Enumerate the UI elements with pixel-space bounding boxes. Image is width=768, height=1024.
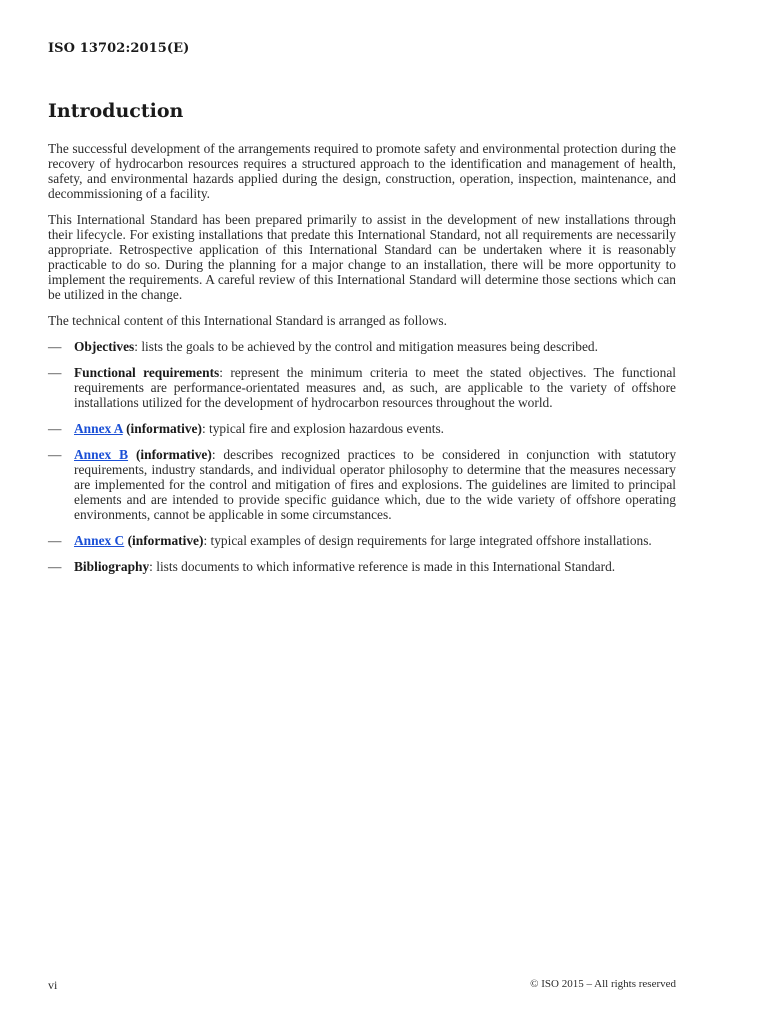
list-dash: —	[48, 559, 62, 574]
intro-paragraph-1: The successful development of the arrangements required to promote safety and environmental protection during the recovery of hydrocarbon resources requires a structured approach to the identification and management of health, safety, and environmental hazards applied during the design, construction, operation, inspection, maintenance, and decommissioning of a facility.	[48, 141, 676, 201]
annex-qualifier: (informative)	[122, 421, 202, 436]
list-item-annex-a	[48, 421, 676, 436]
list-dash: —	[48, 339, 62, 354]
list-item-objectives	[48, 339, 676, 354]
annex-b-link[interactable]: Annex B	[74, 447, 129, 462]
list-item-term: Bibliography	[74, 559, 150, 574]
section-body	[48, 141, 676, 585]
list-item-text: : represent the minimum criteria to meet the stated objectives. The functional requirements are performance-orientated measures and, as such, are applicable to the variety of offshore installations utilized for the development of hydrocarbon resources throughout the world.	[74, 365, 676, 410]
list-item-annex-c	[48, 533, 676, 548]
list-item-annex-b	[48, 447, 676, 522]
list-item-term: Objectives	[74, 339, 135, 354]
annex-qualifier: (informative)	[128, 447, 212, 462]
annex-c-link[interactable]: Annex C	[74, 533, 125, 548]
page-number: vi	[48, 978, 58, 992]
list-item-text: : typical fire and explosion hazardous events.	[201, 421, 445, 436]
intro-paragraph-3: The technical content of this International Standard is arranged as follows.	[48, 313, 447, 328]
intro-paragraph-2: This International Standard has been prepared primarily to assist in the development of new installations through their lifecycle. For existing installations that predate this International Standard, not all requirements are necessarily appropriate. Retrospective application of this International Standard can be undertaken where it is reasonably practicable to do so. During the planning for a major change to an installation, there will be more opportunity to implement the requirements. A careful review of this International Standard will determine those sections which can be utilized in the change.	[48, 212, 676, 302]
list-dash: —	[48, 447, 62, 462]
section-title: Introduction	[48, 100, 184, 122]
list-item-text: : typical examples of design requirements for large integrated offshore installations.	[203, 533, 652, 548]
list-item-text: : describes recognized practices to be considered in conjunction with statutory requirements, industry standards, and individual operator philosophy to determine that the measures necessary are implemented for the control and mitigation of fires and explosions. The guidelines are limited to principal elements and are intended to provide specific guidance which, due to the wide variety of offshore operating environments, cannot be applicable in some circumstances.	[74, 447, 677, 522]
content-arrangement-list	[48, 339, 676, 574]
list-item-text: : lists documents to which informative reference is made in this International Standard.	[149, 559, 616, 574]
list-item-term: Functional requirements	[74, 365, 220, 380]
list-dash: —	[48, 533, 62, 548]
list-item-text: : lists the goals to be achieved by the control and mitigation measures being described.	[134, 339, 598, 354]
copyright-notice: © ISO 2015 – All rights reserved	[530, 978, 676, 990]
list-dash: —	[48, 421, 62, 436]
document-identifier: ISO 13702:2015(E)	[48, 41, 190, 56]
annex-qualifier: (informative)	[124, 533, 204, 548]
annex-a-link[interactable]: Annex A	[74, 421, 123, 436]
list-item-functional-requirements	[48, 365, 676, 410]
list-item-bibliography	[48, 559, 676, 574]
list-dash: —	[48, 365, 62, 380]
